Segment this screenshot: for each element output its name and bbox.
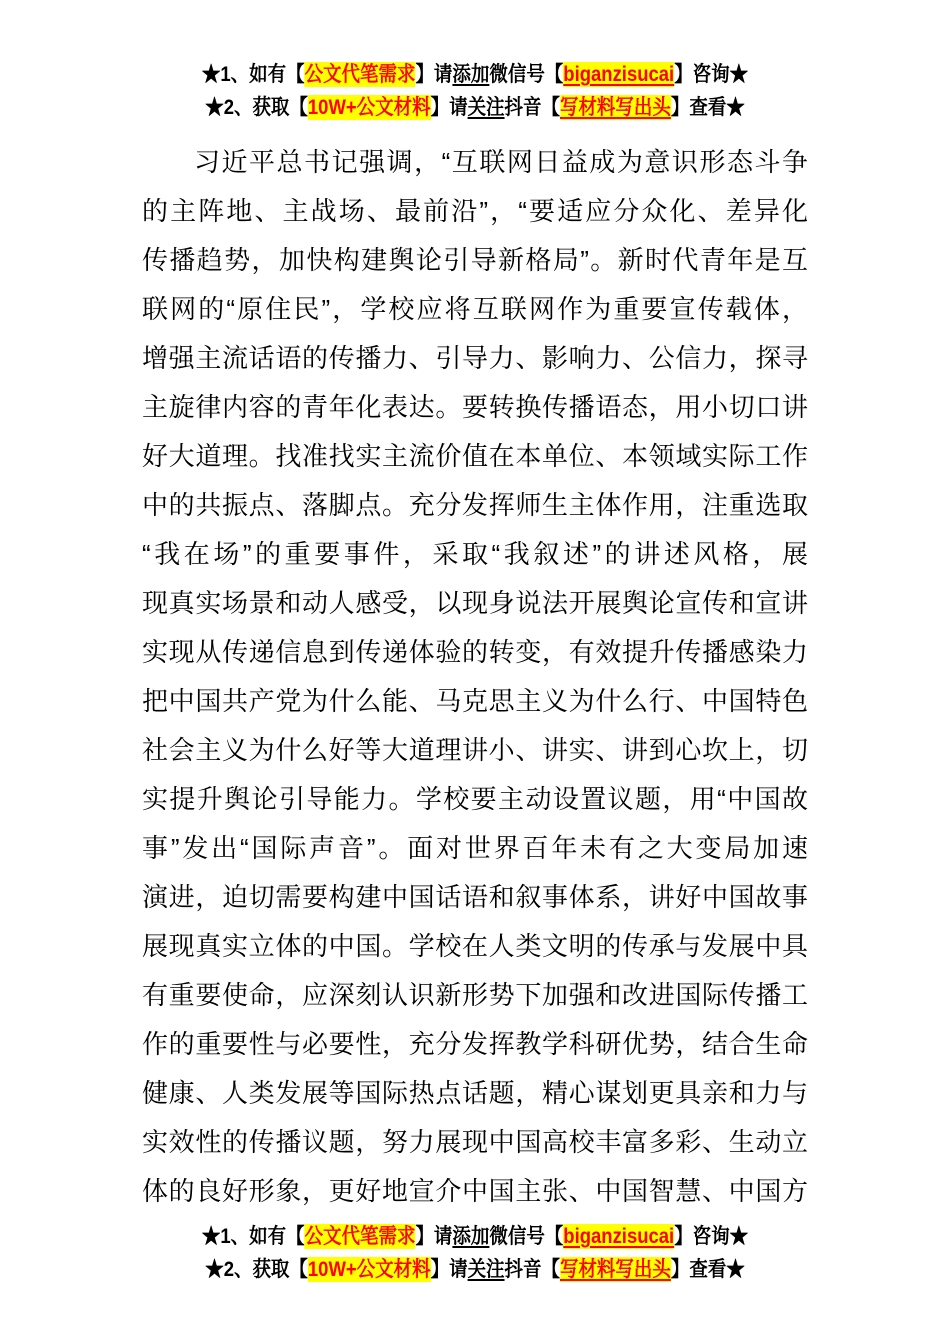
body-text-line: 现真实场景和动人感受，以现身说法开展舆论宣传和宣讲: [142, 588, 808, 618]
body-text-line: 主旋律内容的青年化表达。要转换传播语态，用小切口讲: [142, 392, 808, 422]
body-text-line: 演进，迫切需要构建中国话语和叙事体系，讲好中国故事: [142, 882, 808, 912]
promo-segment-red-highlight: 10W+公文材料: [307, 1258, 431, 1281]
promo-segment-black: 微信号【: [489, 63, 564, 86]
promo-banner-top: [57, 58, 893, 124]
body-text-line: 社会主义为什么好等大道理讲小、讲实、讲到心坎上，切: [142, 735, 808, 765]
promo-segment-red-highlight: 公文代笔需求: [304, 1225, 416, 1248]
body-text-line: 传播趋势，加快构建舆论引导新格局”。新时代青年是互: [142, 245, 808, 275]
promo-segment-black: 抖音【: [504, 1258, 560, 1281]
body-text-line: 健康、人类发展等国际热点话题，精心谋划更具亲和力与: [142, 1078, 808, 1108]
promo-segment-red-highlight-underline: 写材料写出头: [559, 96, 671, 119]
body-text-line: 事”发出“国际声音”。面对世界百年未有之大变局加速: [142, 833, 808, 863]
promo-top-line-1: [57, 58, 893, 91]
promo-top-line-2: [57, 91, 893, 124]
body-text-line: 联网的“原住民”，学校应将互联网作为重要宣传载体，: [142, 294, 808, 324]
promo-segment-red-highlight: 10W+公文材料: [307, 96, 431, 119]
promo-segment-black: ★1、如有【: [201, 63, 305, 86]
promo-segment-black: 】咨询★: [674, 63, 749, 86]
body-text-line: 把中国共产党为什么能、马克思主义为什么行、中国特色: [142, 686, 808, 716]
body-text-line: 实现从传递信息到传递体验的转变，有效提升传播感染力: [142, 637, 808, 667]
promo-segment-black-underline: 添加: [452, 1225, 490, 1248]
body-text-line: 的主阵地、主战场、最前沿”，“要适应分众化、差异化: [142, 196, 808, 226]
promo-segment-red-highlight-underline: 写材料写出头: [559, 1258, 671, 1281]
promo-segment-black: 】请: [430, 96, 468, 119]
document-body-paragraph: [142, 138, 808, 1216]
body-text-line: 实提升舆论引导能力。学校要主动设置议题，用“中国故: [142, 784, 808, 814]
promo-bottom-line-2: [57, 1253, 893, 1286]
body-text-line: 体的良好形象，更好地宣介中国主张、中国智慧、中国方: [142, 1176, 808, 1206]
body-text-line: 习近平总书记强调，“互联网日益成为意识形态斗争: [194, 147, 808, 177]
promo-segment-red-highlight-underline: biganzisucai: [563, 1225, 675, 1248]
promo-segment-red-highlight-underline: biganzisucai: [563, 63, 675, 86]
body-text-line: 展现真实立体的中国。学校在人类文明的传承与发展中具: [142, 931, 808, 961]
promo-segment-black: 】查看★: [670, 1258, 745, 1281]
promo-segment-black: ★1、如有【: [201, 1225, 305, 1248]
promo-segment-black-underline: 添加: [452, 63, 490, 86]
body-text-line: “我在场”的重要事件，采取“我叙述”的讲述风格，展: [142, 539, 808, 569]
promo-segment-black: 抖音【: [504, 96, 560, 119]
body-text-line: 有重要使命，应深刻认识新形势下加强和改进国际传播工: [142, 980, 808, 1010]
promo-segment-black: 】请: [415, 63, 453, 86]
body-text-line: 实效性的传播议题，努力展现中国高校丰富多彩、生动立: [142, 1127, 808, 1157]
promo-segment-black-underline: 关注: [467, 96, 505, 119]
promo-segment-black-underline: 关注: [467, 1258, 505, 1281]
body-text-line: 作的重要性与必要性，充分发挥教学科研优势，结合生命: [142, 1029, 808, 1059]
body-text-line: 增强主流话语的传播力、引导力、影响力、公信力，探寻: [142, 343, 808, 373]
body-text-line: 好大道理。找准找实主流价值在本单位、本领域实际工作: [142, 441, 808, 471]
promo-segment-black: 微信号【: [489, 1225, 564, 1248]
promo-segment-black: 】请: [415, 1225, 453, 1248]
promo-banner-bottom: [57, 1220, 893, 1286]
promo-segment-black: 】查看★: [670, 96, 745, 119]
promo-segment-black: ★2、获取【: [205, 96, 308, 119]
promo-segment-black: ★2、获取【: [205, 1258, 308, 1281]
body-text-line: 中的共振点、落脚点。充分发挥师生主体作用，注重选取: [142, 490, 808, 520]
promo-segment-red-highlight: 公文代笔需求: [304, 63, 416, 86]
promo-bottom-line-1: [57, 1220, 893, 1253]
promo-segment-black: 】咨询★: [674, 1225, 749, 1248]
promo-segment-black: 】请: [430, 1258, 468, 1281]
